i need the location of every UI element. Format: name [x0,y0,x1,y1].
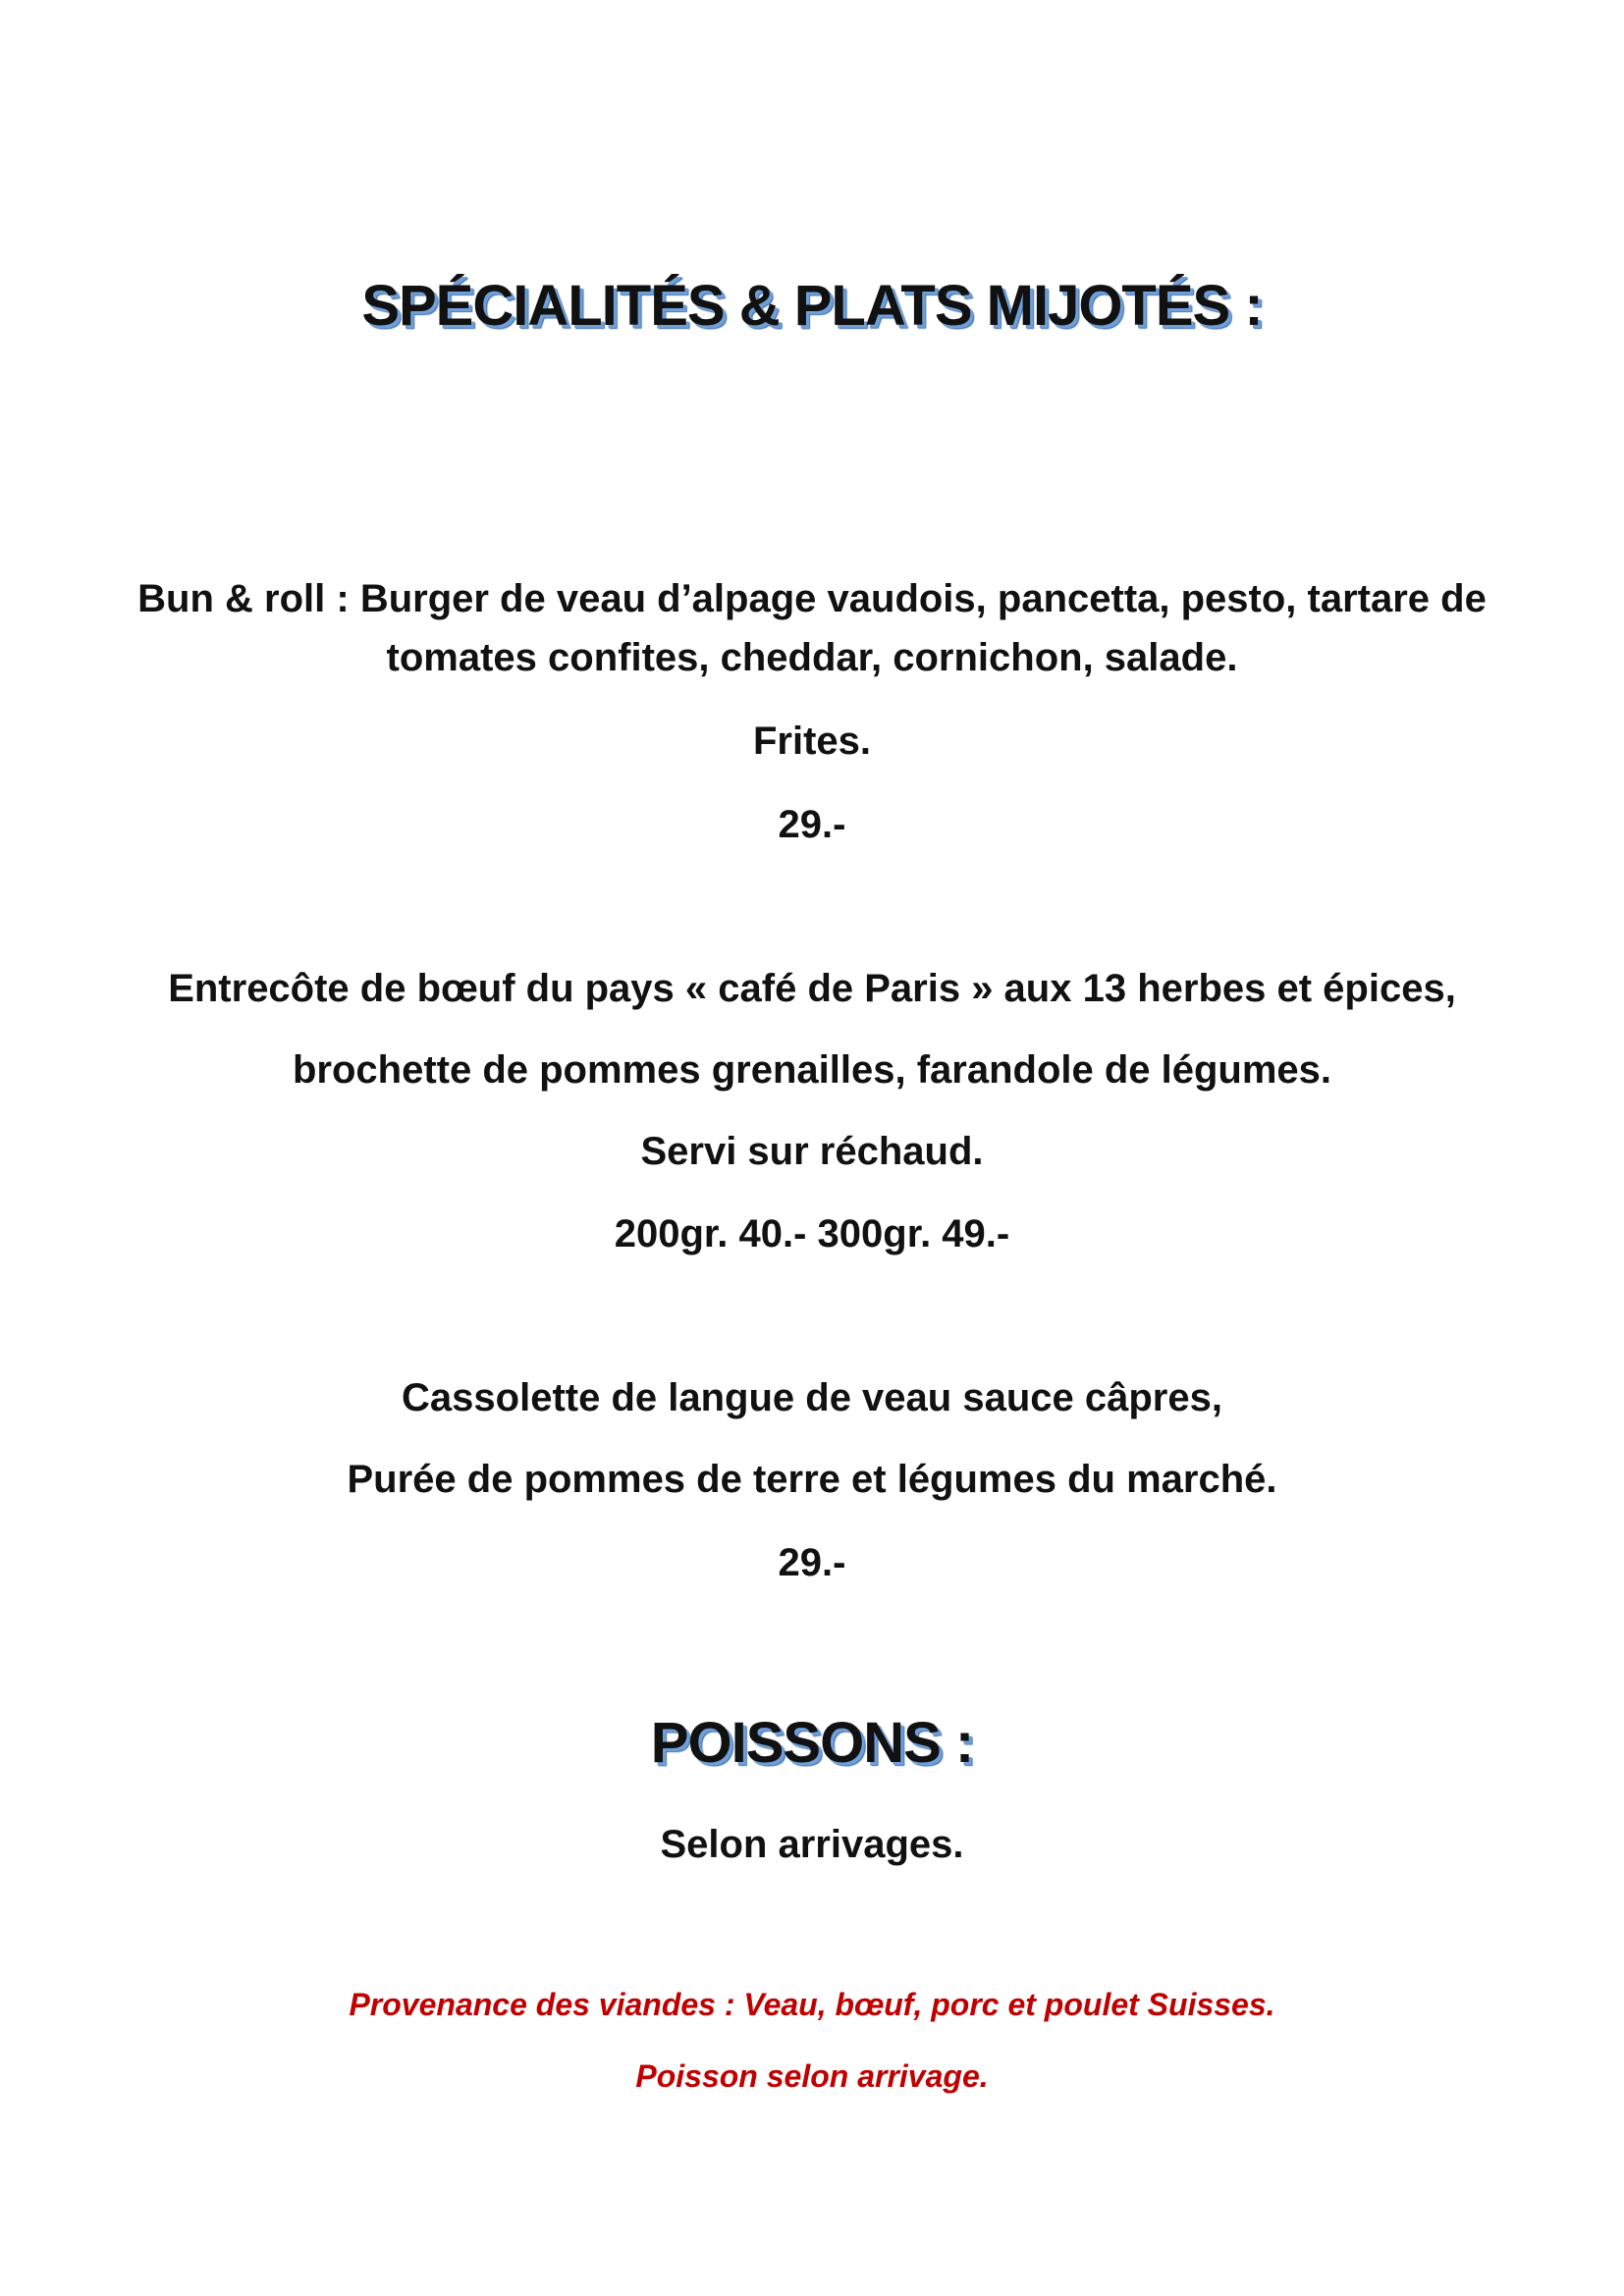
section-heading-poissons: POISSONS : [650,1711,974,1775]
item-description-line: tomates confites, cheddar, cornichon, salade. [386,636,1238,679]
item-description-line: Bun & roll : Burger de veau d’alpage vaudois, pancetta, pesto, tartare de [137,577,1487,620]
provenance-note: Provenance des viandes : Veau, bœuf, porc et poulet Suisses. [349,1987,1275,2022]
item-side-line: Frites. [752,720,872,763]
poisson-note: Poisson selon arrivage. [635,2058,989,2094]
item-description-line: Purée de pommes de terre et légumes du marché. [347,1458,1277,1501]
item-description-line: brochette de pommes grenailles, farandole de légumes. [292,1048,1332,1092]
item-price: 200gr. 40.- 300gr. 49.- [614,1212,1010,1255]
section-heading-specialites: SPÉCIALITÉS & PLATS MIJOTÉS : [361,274,1263,338]
poissons-text: Selon arrivages. [660,1823,964,1866]
item-description-line: Entrecôte de bœuf du pays « café de Paris » aux 13 herbes et épices, [168,967,1456,1010]
item-price: 29.- [778,803,846,846]
item-price: 29.- [778,1541,846,1584]
item-service-line: Servi sur réchaud. [640,1130,984,1173]
item-description-line: Cassolette de langue de veau sauce câpres, [402,1376,1222,1419]
